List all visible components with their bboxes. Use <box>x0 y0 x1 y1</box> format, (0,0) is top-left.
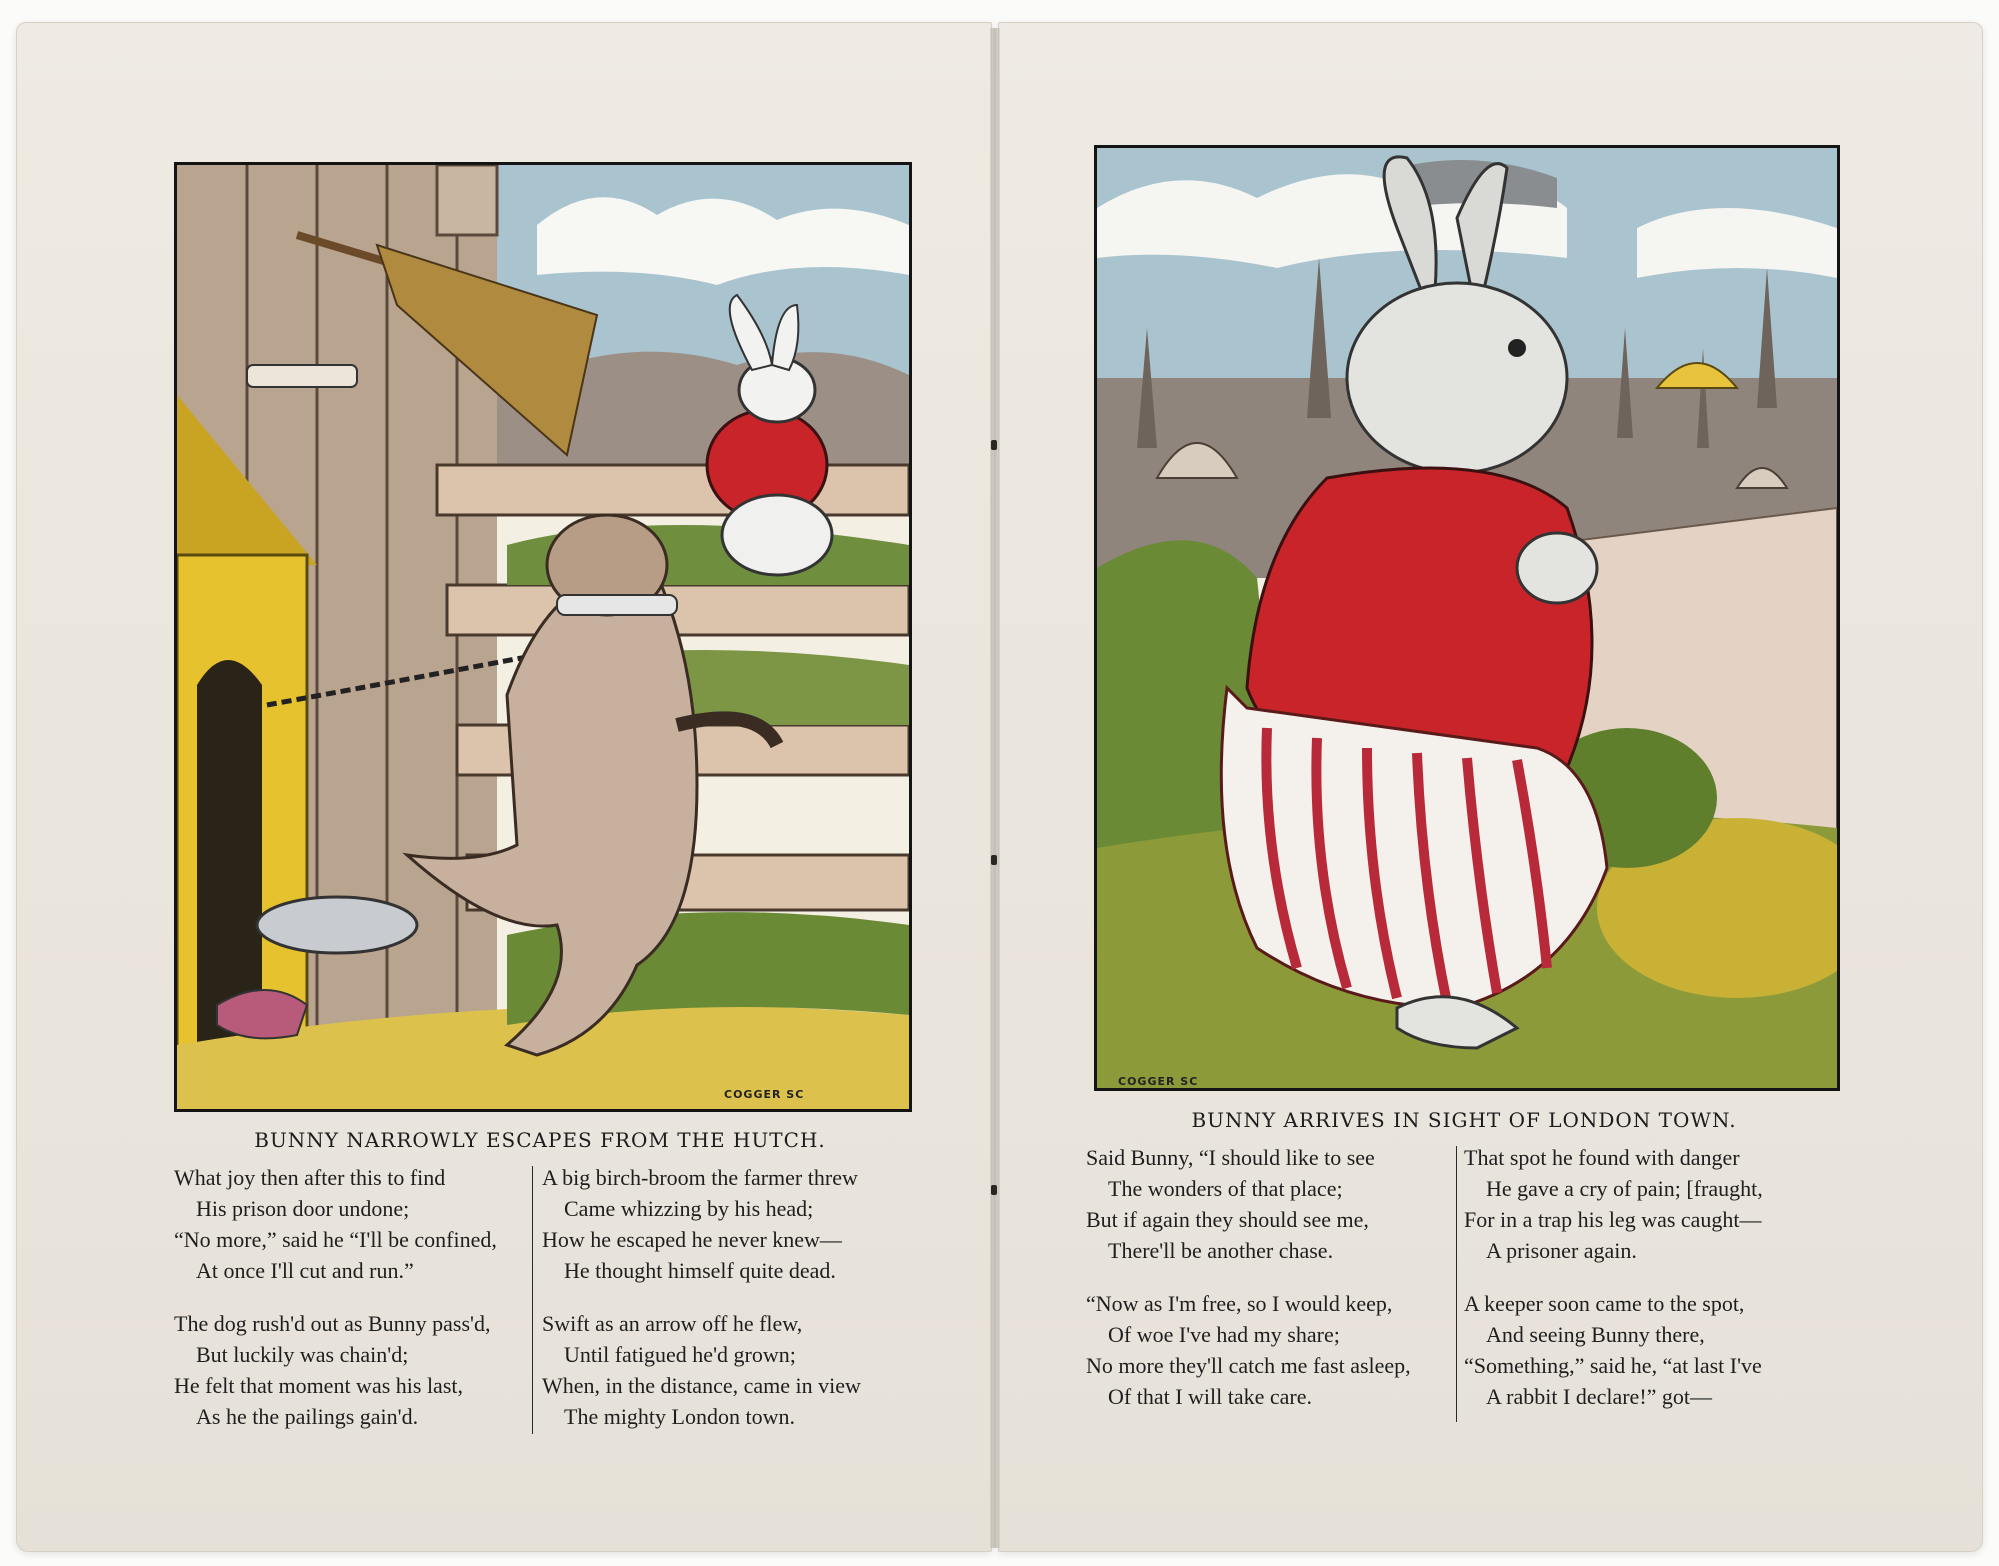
column-rule <box>1456 1146 1457 1422</box>
binding-stitch <box>991 440 997 450</box>
verse-line: Said Bunny, “I should like to see <box>1086 1145 1375 1170</box>
illustration-rabbit-sees-london <box>1094 145 1840 1091</box>
stanza <box>542 1308 912 1432</box>
verse-line: He thought himself quite dead. <box>564 1258 836 1283</box>
verse-line: That spot he found with danger <box>1464 1145 1740 1170</box>
verse-line: Swift as an arrow off he flew, <box>542 1311 803 1336</box>
door-bolt <box>247 365 357 387</box>
binding-stitch <box>991 1185 997 1195</box>
stanza <box>1086 1142 1456 1266</box>
left-verse-column-2 <box>542 1162 912 1454</box>
right-verse-column-2 <box>1464 1142 1844 1434</box>
verse-line: But if again they should see me, <box>1086 1207 1369 1232</box>
verse-line: Of that I will take care. <box>1108 1384 1313 1409</box>
verse-line: Of woe I've had my share; <box>1108 1322 1340 1347</box>
illustration-rabbit-sees-london-art <box>1097 148 1837 1088</box>
stanza <box>542 1162 912 1286</box>
stanza <box>174 1162 524 1286</box>
verse-line: No more they'll catch me fast asleep, <box>1086 1353 1411 1378</box>
book-gutter <box>990 28 1000 1548</box>
chimney <box>437 165 497 235</box>
verse-line: For in a trap his leg was caught— <box>1464 1207 1762 1232</box>
verse-line: A rabbit I declare!” got— <box>1486 1384 1713 1409</box>
verse-line: A prisoner again. <box>1486 1238 1637 1263</box>
illustration-dog-and-rabbit <box>174 162 912 1112</box>
verse-line: “Something,” said he, “at last I've <box>1464 1353 1762 1378</box>
engraver-signature: COGGER SC <box>1118 1075 1199 1088</box>
left-verse-column-1 <box>174 1162 524 1454</box>
verse-line: But luckily was chain'd; <box>196 1342 409 1367</box>
verse-line: The mighty London town. <box>564 1404 795 1429</box>
verse-line: How he escaped he never knew— <box>542 1227 842 1252</box>
meat-scrap <box>217 990 307 1038</box>
verse-line: A keeper soon came to the spot, <box>1464 1291 1745 1316</box>
verse-line: Until fatigued he'd grown; <box>564 1342 796 1367</box>
verse-line: “No more,” said he “I'll be confined, <box>174 1227 497 1252</box>
verse-line: He felt that moment was his last, <box>174 1373 463 1398</box>
right-verse-column-1 <box>1086 1142 1456 1434</box>
verse-line: There'll be another chase. <box>1108 1238 1334 1263</box>
binding-stitch <box>991 855 997 865</box>
verse-line: His prison door undone; <box>196 1196 410 1221</box>
engraver-signature: COGGER SC <box>724 1088 805 1101</box>
verse-line: When, in the distance, came in view <box>542 1373 861 1398</box>
column-rule <box>532 1166 533 1434</box>
right-caption: BUNNY ARRIVES IN SIGHT OF LONDON TOWN. <box>1191 1108 1737 1132</box>
verse-line: He gave a cry of pain; [fraught, <box>1486 1176 1763 1201</box>
verse-line: A big birch-broom the farmer threw <box>542 1165 858 1190</box>
stanza <box>1464 1288 1844 1412</box>
stanza <box>1464 1142 1844 1266</box>
verse-line: At once I'll cut and run.” <box>196 1258 414 1283</box>
illustration-dog-and-rabbit-art <box>177 165 909 1109</box>
stanza <box>1086 1288 1456 1412</box>
verse-line: What joy then after this to find <box>174 1165 446 1190</box>
verse-line: The wonders of that place; <box>1108 1176 1343 1201</box>
verse-line: The dog rush'd out as Bunny pass'd, <box>174 1311 491 1336</box>
water-bowl <box>257 897 417 953</box>
verse-line: “Now as I'm free, so I would keep, <box>1086 1291 1393 1316</box>
verse-line: As he the pailings gain'd. <box>196 1404 419 1429</box>
left-caption: BUNNY NARROWLY ESCAPES FROM THE HUTCH. <box>254 1128 826 1152</box>
stanza <box>174 1308 524 1432</box>
verse-line: And seeing Bunny there, <box>1486 1322 1705 1347</box>
verse-line: Came whizzing by his head; <box>564 1196 814 1221</box>
